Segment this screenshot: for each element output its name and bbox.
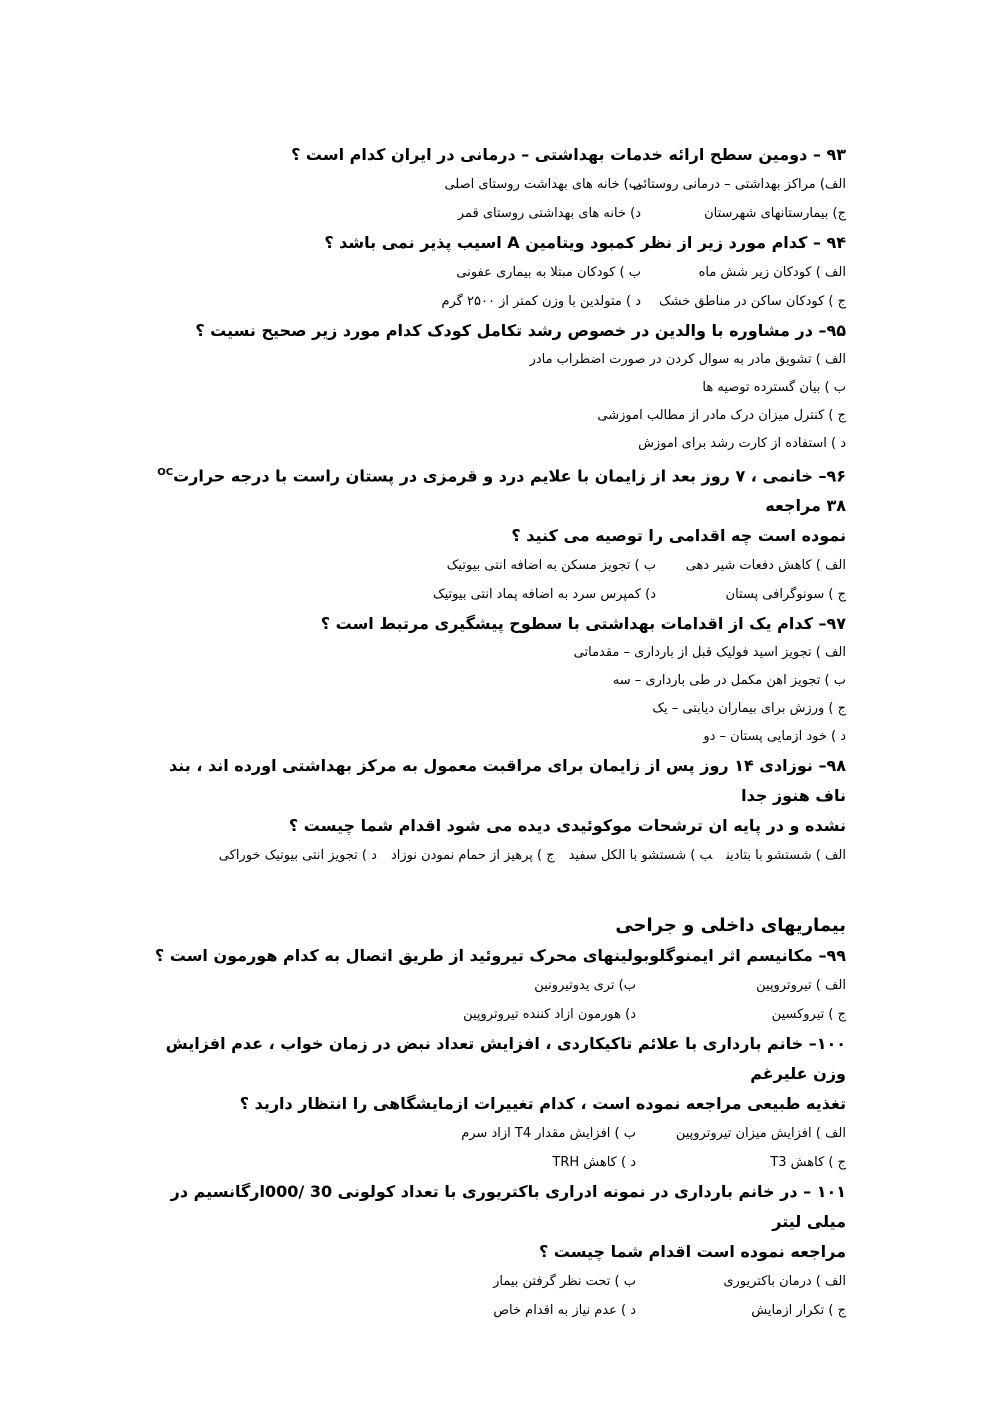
question-93-options-row-2 — [146, 199, 846, 228]
question-101-options-row-1 — [146, 1267, 846, 1296]
option-d: د ) عدم نیاز به اقدام خاص — [493, 1303, 636, 1319]
option-c: ج ) کودکان ساکن در مناطق خشک — [659, 294, 846, 309]
option-a: الف) مراکز بهداشتی – درمانی روستائی — [632, 177, 846, 192]
question-98-line-2: نشده و در پایه ان ترشحات موکوئیدی دیده می شود اقدام شما چیست ؟ — [288, 816, 846, 836]
option-d: د) کمپرس سرد به اضافه پماد انتی بیوتیک — [433, 587, 656, 603]
option-c: ج ) ورزش برای بیماران دیابتی – یک — [652, 701, 846, 717]
question-94-options-row-2 — [146, 287, 846, 316]
option-c: ج ) سونوگرافی پستان — [725, 587, 846, 603]
option-c: ج ) کاهش T3 — [770, 1155, 846, 1171]
option-b: ب ) کودکان مبتلا به بیماری عفونی — [456, 265, 641, 280]
question-97: ۹۷– کدام یک از اقدامات بهداشتی با سطوح پیشگیری مرتبط است ؟ — [320, 614, 846, 634]
question-94: ۹۴ – کدام مورد زیر از نظر کمبود ویتامین A اسیب پذیر نمی باشد ؟ — [324, 233, 846, 252]
option-b: ب ) بیان گسترده توصیه ها — [702, 380, 846, 395]
option-b: ب ) شستشو با الکل سفید — [568, 848, 713, 864]
question-93: ۹۳ – دومین سطح ارائه خدمات بهداشتی – درمانی در ایران کدام است ؟ — [291, 145, 846, 164]
question-96-line-2: نموده است چه اقدامی را توصیه می کنید ؟ — [511, 526, 846, 546]
option-c: ج ) تکرار ازمایش — [751, 1303, 846, 1319]
question-95: ۹۵– در مشاوره با والدین در خصوص رشد تکامل کودک کدام مورد زیر صحیح نسیت ؟ — [195, 321, 846, 340]
option-a: الف ) کاهش دفعات شیر دهی — [685, 558, 846, 574]
option-a: الف ) تجویز اسید فولیک قبل از بارداری – مقدماتی — [573, 645, 846, 661]
option-d: د ) خود ازمایی پستان – دو — [703, 729, 846, 745]
option-d: د) خانه های بهداشتی روستای قمر — [457, 206, 641, 221]
question-100-line-2: تغذیه طبیعی مراجعه نموده است ، کدام تغییرات ازمایشگاهی را انتظار دارید ؟ — [239, 1094, 846, 1114]
question-99: ۹۹– مکانیسم اثر ایمنوگلوبولینهای محرک تیروئید از طریق اتصال به کدام هورمون است ؟ — [154, 946, 846, 966]
question-94-options-row-1 — [146, 258, 846, 287]
option-d: د) هورمون ازاد کننده تیروتروپین — [463, 1007, 636, 1023]
option-d: د ) تجویز انتی بیوتیک خوراکی — [218, 848, 377, 864]
question-100-options-row-2 — [146, 1148, 846, 1177]
option-b: ب ) تحت نظر گرفتن بیمار — [493, 1274, 636, 1290]
option-a: الف ) افزایش میزان تیروتروپین — [675, 1126, 846, 1142]
question-100-options-row-1 — [146, 1119, 846, 1148]
question-96-text: ۹۶– خانمی ، ۷ روز بعد از زایمان با علایم درد و قرمزی در پستان راست با درجه حرارت — [173, 466, 846, 486]
option-a: الف ) شستشو با بتادین — [726, 848, 846, 864]
question-93-options-row-1 — [146, 170, 846, 199]
question-99-options-row-2 — [146, 1000, 846, 1029]
question-98: ۹۸– نوزادی ۱۴ روز پس از زایمان برای مراقبت معمول به مرکز بهداشتی اورده اند ، بند ناف هنوز جدا — [168, 756, 846, 806]
option-b: ب ) تجویز اهن مکمل در طی بارداری – سه — [612, 673, 846, 689]
option-a: الف ) کودکان زیر شش ماه — [698, 265, 846, 280]
question-96 — [146, 458, 846, 521]
question-100: ۱۰۰– خانم بارداری با علائم تاکیکاردی ، افزایش تعداد نبض در زمان خواب ، عدم افزایش وزن علیرغم — [165, 1034, 846, 1084]
option-b: ب) خانه های بهداشت روستای اصلی — [444, 177, 641, 192]
option-c: ج ) پرهیز از حمام نمودن نوزاد — [390, 848, 555, 864]
option-a: الف ) تیروتروپین — [756, 978, 846, 994]
question-101: ۱۰۱ – در خانم بارداری در نمونه ادراری باکتریوری با تعداد کولونی 30 /000ارگانسیم در میلی لیتر — [170, 1182, 846, 1232]
question-101-options-row-2 — [146, 1296, 846, 1325]
question-96-options-row-1 — [146, 551, 846, 580]
temperature-unit: OC — [157, 467, 174, 478]
question-96-options-row-2 — [146, 580, 846, 609]
question-101-line-2: مراجعه نموده است اقدام شما چیست ؟ — [538, 1242, 846, 1262]
option-b: ب ) تجویز مسکن به اضافه انتی بیوتیک — [446, 558, 656, 574]
questions-container — [146, 140, 846, 1325]
option-c: ج ) تیروکسین — [771, 1007, 846, 1023]
option-c: ج) بیمارستانهای شهرستان — [704, 206, 846, 221]
question-98-options — [146, 841, 846, 871]
option-d: د ) کاهش TRH — [552, 1155, 636, 1171]
option-b: ب ) افزایش مقدار T4 ازاد سرم — [461, 1126, 636, 1142]
option-d: د ) متولدین با وزن کمتر از ۲۵۰۰ گرم — [441, 294, 641, 309]
option-b: ب) تری یدوتیرونین — [534, 978, 636, 994]
section-title: بیماریهای داخلی و جراحی — [615, 915, 846, 937]
option-a: الف ) تشویق مادر به سوال کردن در صورت اضطراب مادر — [529, 352, 846, 367]
question-99-options-row-1 — [146, 971, 846, 1000]
question-96-text-after: ۳۸ مراجعه — [765, 496, 846, 516]
option-a: الف ) درمان باکتریوری — [723, 1274, 846, 1290]
option-d: د ) استفاده از کارت رشد برای اموزش — [638, 436, 846, 451]
option-c: ج ) کنترل میزان درک مادر از مطالب اموزشی — [597, 408, 846, 423]
